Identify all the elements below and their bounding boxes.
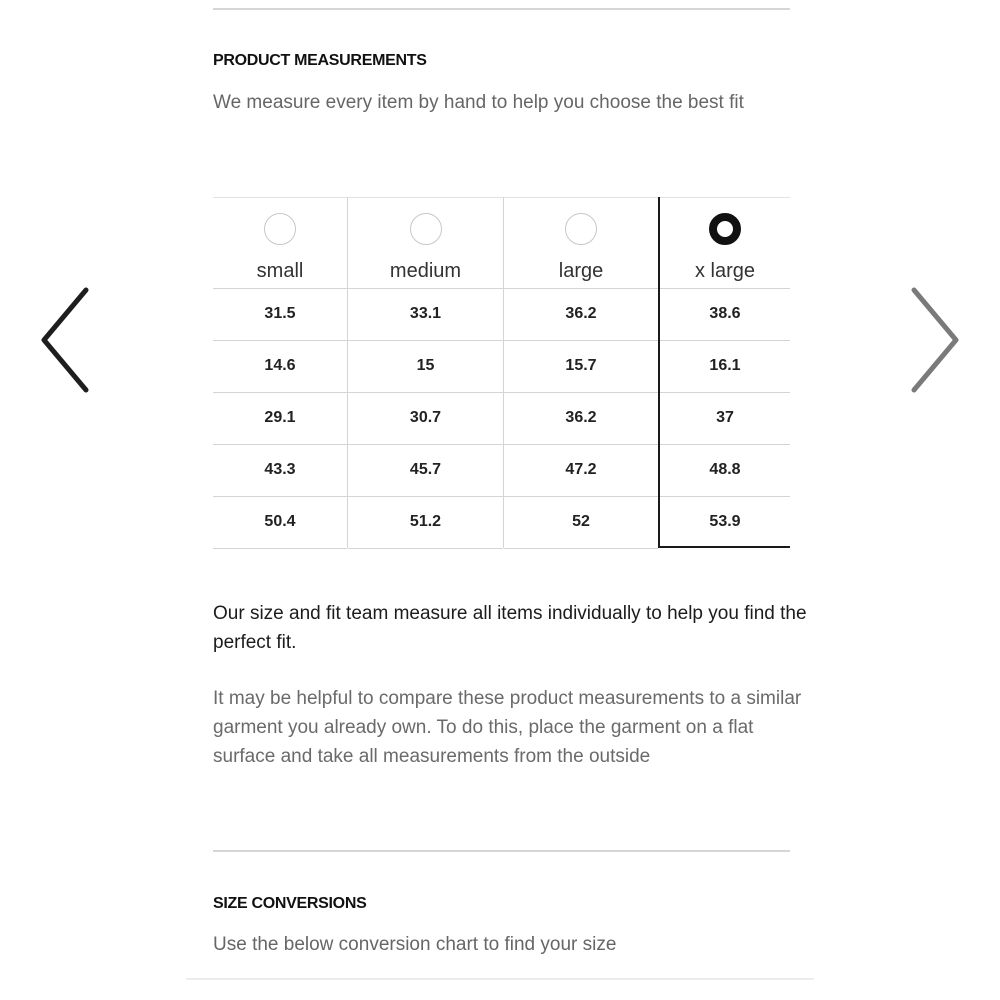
measurement-cell: 37: [660, 393, 790, 445]
measurement-cell: 45.7: [348, 445, 503, 497]
radio-selected-icon[interactable]: [709, 213, 741, 245]
measurement-cell: 52: [504, 497, 658, 549]
size-label: medium: [389, 260, 462, 282]
radio-unselected-icon[interactable]: [565, 213, 597, 245]
size-label: large: [558, 260, 604, 282]
measurement-cell: 43.3: [213, 445, 347, 497]
size-option-medium[interactable]: [348, 197, 503, 289]
measurement-cell: 14.6: [213, 341, 347, 393]
size-option-small[interactable]: [213, 197, 347, 289]
size-conversions-heading: SIZE CONVERSIONS: [213, 895, 367, 912]
size-column-x-large: [658, 197, 790, 548]
measurement-cell: 31.5: [213, 289, 347, 341]
measurement-cell: 51.2: [348, 497, 503, 549]
product-measurements-subtitle: We measure every item by hand to help you choose the best fit: [213, 92, 744, 113]
measurement-cell: 53.9: [709, 513, 741, 530]
radio-unselected-icon[interactable]: [264, 213, 296, 245]
size-label: small: [256, 260, 304, 282]
measurement-cell: 47.2: [504, 445, 658, 497]
measurement-cell: 36.2: [504, 289, 658, 341]
measurement-cell: 48.8: [660, 445, 790, 497]
top-divider: [213, 8, 790, 10]
size-column-large: [504, 197, 658, 548]
measurement-cell: 38.6: [660, 289, 790, 341]
previous-button[interactable]: [36, 284, 96, 396]
measurement-cell: 33.1: [348, 289, 503, 341]
measurement-cell: 15.7: [504, 341, 658, 393]
chevron-left-icon: [36, 284, 96, 396]
size-measurement-table: [213, 197, 790, 548]
section-divider: [213, 850, 790, 852]
size-label: x large: [694, 260, 756, 282]
size-option-x-large[interactable]: [660, 197, 790, 289]
measurement-cell: 29.1: [213, 393, 347, 445]
radio-unselected-icon[interactable]: [410, 213, 442, 245]
fit-team-text: Our size and fit team measure all items individually to help you find the perfect fit.: [213, 603, 807, 653]
bottom-divider: [186, 978, 814, 980]
size-column-small: [213, 197, 348, 548]
measurement-cell: 16.1: [660, 341, 790, 393]
size-option-large[interactable]: [504, 197, 658, 289]
product-measurements-heading: PRODUCT MEASUREMENTS: [213, 52, 427, 69]
measurement-cell: 15: [348, 341, 503, 393]
measurement-cell: 30.7: [348, 393, 503, 445]
next-button[interactable]: [904, 284, 964, 396]
size-column-medium: [348, 197, 504, 548]
measurement-cell: 36.2: [504, 393, 658, 445]
chevron-right-icon: [904, 284, 964, 396]
size-conversions-subtitle: Use the below conversion chart to find your size: [213, 934, 617, 955]
measurement-cell: 50.4: [213, 497, 347, 549]
measurement-tip-text: It may be helpful to compare these product measurements to a similar garment you already own. To do this, place the garment on a flat surface and take all measurements from the outside: [213, 688, 802, 767]
